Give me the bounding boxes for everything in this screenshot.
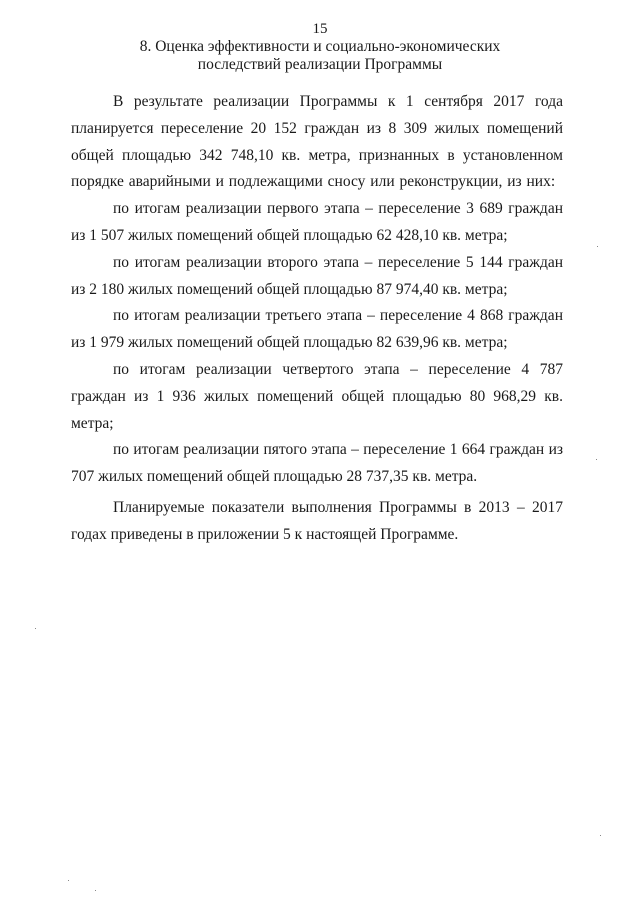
scan-speck: [35, 628, 36, 629]
paragraph-intro: В результате реализации Программы к 1 сентября 2017 года планируется переселение 20 152 граждан из 8 309 жилых помещений общей площадью 342 748,10 кв. метра, признанных в установленном порядке аварийными и подлежащими сносу или реконструкции, из них:: [71, 93, 563, 191]
page-number: 15: [312, 21, 328, 37]
scan-speck: [596, 459, 597, 460]
paragraph-stage-4: по итогам реализации четвертого этапа – переселение 4 787 граждан из 1 936 жилых помещений общей площадью 80 968,29 кв. метра;: [71, 360, 563, 432]
section-heading: [60, 38, 580, 74]
body-text: [71, 89, 563, 549]
section-heading-line-1: 8. Оценка эффективности и социально-экономических: [139, 38, 501, 55]
scan-speck: [68, 880, 69, 881]
paragraph-stage-5: по итогам реализации пятого этапа – переселение 1 664 граждан из 707 жилых помещений общей площадью 28 737,35 кв. метра.: [71, 441, 563, 486]
paragraph-stage-3: по итогам реализации третьего этапа – переселение 4 868 граждан из 1 979 жилых помещений общей площадью 82 639,96 кв. метра;: [71, 307, 563, 352]
scan-speck: [597, 246, 598, 247]
paragraph-conclusion: Планируемые показатели выполнения Программы в 2013 – 2017 годах приведены в приложении 5 к настоящей Программе.: [71, 498, 563, 543]
section-heading-line-2: последствий реализации Программы: [197, 56, 443, 73]
paragraph-stage-2: по итогам реализации второго этапа – переселение 5 144 граждан из 2 180 жилых помещений общей площадью 87 974,40 кв. метра;: [71, 253, 563, 298]
scan-speck: [600, 835, 601, 836]
scan-speck: [95, 890, 96, 891]
paragraph-stage-1: по итогам реализации первого этапа – переселение 3 689 граждан из 1 507 жилых помещений общей площадью 62 428,10 кв. метра;: [71, 200, 563, 244]
